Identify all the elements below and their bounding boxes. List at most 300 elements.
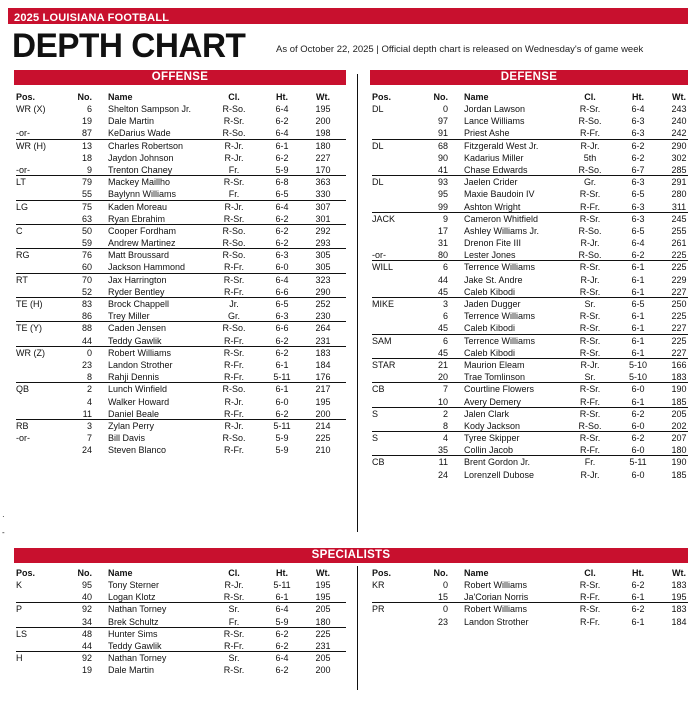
cell-pos: MIKE <box>372 299 395 309</box>
cell-pos: DL <box>372 177 384 188</box>
cell-wt: 307 <box>315 201 331 212</box>
cell-wt: 292 <box>315 225 331 236</box>
cell-wt: 363 <box>315 177 331 188</box>
cell-ht: 6-1 <box>631 335 645 346</box>
cell-cl: R-Jr. <box>224 152 244 163</box>
cell-no: 11 <box>82 408 92 419</box>
offense-row <box>16 444 346 456</box>
cell-wt: 205 <box>315 653 331 664</box>
cell-pos: DL <box>372 104 384 114</box>
cell-no: 79 <box>81 177 92 188</box>
defense-row <box>372 261 688 273</box>
header-cl: Cl. <box>584 568 596 578</box>
specialists-right-row <box>372 579 688 591</box>
cell-cl: R-Sr. <box>223 116 245 127</box>
cell-no: 44 <box>81 640 92 651</box>
cell-wt: 225 <box>671 335 687 346</box>
offense-row <box>16 432 346 444</box>
header-no: No. <box>77 92 92 102</box>
offense-row <box>16 261 346 273</box>
cell-ht: 6-4 <box>275 604 289 615</box>
cell-cl: R-Jr. <box>580 469 600 480</box>
header-name: Name <box>108 568 133 578</box>
cell-ht: 6-2 <box>631 250 645 261</box>
cell-cl: R-So. <box>222 384 246 395</box>
cell-wt: 252 <box>315 299 331 309</box>
header-no: No. <box>433 568 448 578</box>
cell-pos: LS <box>16 628 28 639</box>
offense-row <box>16 359 346 371</box>
defense-row <box>372 164 688 176</box>
cell-wt: 243 <box>671 104 687 114</box>
cell-name: Brock Chappell <box>108 299 170 309</box>
cell-name: Maurion Eleam <box>464 359 525 370</box>
cell-pos: CB <box>372 457 385 468</box>
cell-pos: H <box>16 653 23 664</box>
cell-ht: 6-1 <box>631 592 645 603</box>
cell-no: 8 <box>86 372 92 383</box>
cell-ht: 6-2 <box>275 225 289 236</box>
cell-ht: 5-10 <box>628 372 647 383</box>
cell-wt: 225 <box>315 433 331 444</box>
cell-name: Mackey Maillho <box>108 177 171 188</box>
cell-cl: Sr. <box>228 604 240 615</box>
cell-no: 2 <box>442 408 448 419</box>
specialists-left-row <box>16 579 346 591</box>
cell-ht: 6-2 <box>275 213 289 224</box>
cell-no: 4 <box>442 433 448 444</box>
cell-cl: R-So. <box>578 420 602 431</box>
defense-row <box>372 237 688 249</box>
cell-cl: R-So. <box>578 116 602 127</box>
cell-ht: 6-3 <box>275 311 289 322</box>
cell-name: Maxie Baudoin IV <box>464 189 535 200</box>
cell-cl: Fr. <box>228 189 240 200</box>
offense-row <box>16 127 346 139</box>
cell-cl: R-Fr. <box>224 335 244 346</box>
cell-name: Ashley Williams Jr. <box>464 225 540 236</box>
cell-cl: R-Sr. <box>579 347 601 358</box>
cell-cl: 5th <box>583 152 597 163</box>
cell-name: Jackson Hammond <box>108 262 186 273</box>
cell-ht: 6-1 <box>631 274 645 285</box>
cell-ht: 6-2 <box>275 665 289 676</box>
cell-ht: 6-0 <box>275 396 289 407</box>
offense-row <box>16 298 346 310</box>
cell-no: 95 <box>437 189 448 200</box>
specialists-right-column-headers <box>372 566 688 579</box>
cell-wt: 245 <box>671 213 687 224</box>
specialists-left-row <box>16 664 346 676</box>
cell-ht: 6-2 <box>631 433 645 444</box>
defense-row <box>372 152 688 164</box>
cell-wt: 200 <box>315 116 331 127</box>
cell-cl: R-Jr. <box>224 580 244 590</box>
cell-ht: 6-5 <box>631 299 645 309</box>
defense-row <box>372 359 688 371</box>
cell-ht: 6-1 <box>631 323 645 334</box>
cell-name: Caleb Kibodi <box>464 286 516 297</box>
cell-wt: 231 <box>315 640 331 651</box>
cell-wt: 185 <box>671 469 687 480</box>
cell-name: Trey Miller <box>108 311 150 322</box>
cell-ht: 6-2 <box>275 347 289 358</box>
header-name: Name <box>464 92 489 102</box>
cell-name: Teddy Gawlik <box>108 335 162 346</box>
cell-no: 59 <box>81 238 92 249</box>
cell-wt: 229 <box>671 274 687 285</box>
cell-name: Steven Blanco <box>108 445 167 456</box>
cell-no: 6 <box>442 262 448 273</box>
cell-no: 48 <box>81 628 92 639</box>
cell-no: 35 <box>437 445 448 456</box>
cell-no: 87 <box>81 128 92 139</box>
cell-ht: 6-4 <box>275 274 289 285</box>
cell-wt: 301 <box>315 213 331 224</box>
specialists-left-row <box>16 591 346 603</box>
cell-cl: R-So. <box>222 128 246 139</box>
offense-header: OFFENSE <box>14 70 346 85</box>
cell-wt: 250 <box>671 299 687 309</box>
cell-no: 99 <box>437 201 448 212</box>
cell-no: 0 <box>442 604 448 615</box>
cell-cl: R-Sr. <box>579 311 601 322</box>
cell-wt: 227 <box>315 152 331 163</box>
cell-name: Kaden Moreau <box>108 201 168 212</box>
margin-mark: · <box>2 512 5 521</box>
cell-ht: 6-1 <box>631 396 645 407</box>
defense-row <box>372 249 688 261</box>
cell-cl: R-Sr. <box>223 213 245 224</box>
column-divider <box>357 74 358 532</box>
cell-wt: 285 <box>671 164 687 175</box>
cell-pos: -or- <box>16 164 30 175</box>
cell-pos: WILL <box>372 262 394 273</box>
cell-no: 86 <box>81 311 92 322</box>
cell-no: 7 <box>442 384 448 395</box>
cell-name: Lester Jones <box>464 250 516 261</box>
cell-wt: 255 <box>671 225 687 236</box>
cell-pos: WR (Z) <box>16 347 45 358</box>
cell-no: 88 <box>81 323 92 334</box>
defense-row <box>372 274 688 286</box>
cell-name: Cooper Fordham <box>108 225 177 236</box>
defense-row <box>372 396 688 408</box>
cell-wt: 207 <box>671 433 687 444</box>
cell-wt: 225 <box>671 250 687 261</box>
cell-cl: R-Sr. <box>579 189 601 200</box>
cell-no: 75 <box>81 201 92 212</box>
cell-no: 9 <box>442 213 448 224</box>
cell-no: 45 <box>437 347 448 358</box>
cell-name: Trenton Chaney <box>108 164 173 175</box>
cell-wt: 311 <box>671 201 687 212</box>
cell-ht: 5-11 <box>273 420 291 431</box>
cell-cl: R-Jr. <box>580 140 600 151</box>
offense-row <box>16 335 346 347</box>
offense-row <box>16 286 346 298</box>
defense-row <box>372 103 688 115</box>
cell-cl: R-So. <box>578 225 602 236</box>
cell-no: 0 <box>442 104 448 114</box>
cell-cl: R-Sr. <box>223 665 245 676</box>
defense-row <box>372 298 688 310</box>
cell-no: 0 <box>442 580 448 590</box>
cell-name: Courtline Flowers <box>464 384 535 395</box>
cell-cl: R-Sr. <box>579 433 601 444</box>
cell-cl: R-Sr. <box>223 592 245 603</box>
cell-wt: 217 <box>315 384 331 395</box>
cell-no: 2 <box>86 384 92 395</box>
cell-wt: 305 <box>315 262 331 273</box>
cell-cl: R-Sr. <box>579 213 601 224</box>
cell-ht: 6-2 <box>275 238 289 249</box>
cell-name: Robert Williams <box>108 347 172 358</box>
defense-row <box>372 322 688 334</box>
cell-no: 97 <box>437 116 448 127</box>
cell-cl: R-Jr. <box>580 238 600 249</box>
offense-row <box>16 213 346 225</box>
defense-row <box>372 140 688 152</box>
cell-no: 24 <box>81 445 92 456</box>
cell-pos: DL <box>372 140 384 151</box>
cell-cl: R-So. <box>222 323 246 334</box>
cell-wt: 202 <box>671 420 687 431</box>
cell-ht: 6-1 <box>275 384 289 395</box>
cell-no: 70 <box>81 274 92 285</box>
cell-wt: 176 <box>315 372 331 383</box>
cell-ht: 6-1 <box>631 262 645 273</box>
cell-no: 83 <box>81 299 92 309</box>
cell-ht: 6-5 <box>275 299 289 309</box>
cell-wt: 225 <box>671 311 687 322</box>
cell-cl: R-Jr. <box>580 359 600 370</box>
cell-no: 55 <box>81 189 92 200</box>
cell-no: 44 <box>81 335 92 346</box>
cell-name: Avery Demery <box>464 396 521 407</box>
cell-no: 4 <box>86 396 92 407</box>
cell-ht: 6-1 <box>275 592 289 603</box>
cell-ht: 5-11 <box>273 372 291 383</box>
cell-cl: R-Sr. <box>223 177 245 188</box>
defense-row <box>372 310 688 322</box>
offense-row <box>16 347 346 359</box>
cell-ht: 6-5 <box>631 189 645 200</box>
cell-cl: R-Fr. <box>224 445 244 456</box>
cell-wt: 227 <box>671 347 687 358</box>
cell-pos: K <box>16 580 23 590</box>
cell-ht: 6-0 <box>631 420 645 431</box>
cell-pos: SAM <box>372 335 392 346</box>
cell-wt: 200 <box>315 408 331 419</box>
header-pos: Pos. <box>372 568 392 578</box>
offense-row <box>16 115 346 127</box>
cell-pos: RG <box>16 250 30 261</box>
cell-cl: Sr. <box>584 299 596 309</box>
cell-name: Tony Sterner <box>108 580 160 590</box>
cell-pos: -or- <box>16 433 30 444</box>
cell-ht: 6-4 <box>275 104 289 114</box>
cell-no: 60 <box>81 262 92 273</box>
header-wt: Wt. <box>316 568 330 578</box>
cell-no: 92 <box>81 604 92 615</box>
cell-wt: 305 <box>315 250 331 261</box>
cell-no: 6 <box>86 104 92 114</box>
cell-no: 23 <box>81 359 92 370</box>
cell-ht: 6-0 <box>631 384 645 395</box>
cell-wt: 240 <box>671 116 687 127</box>
cell-no: 19 <box>81 665 92 676</box>
header-wt: Wt. <box>672 568 686 578</box>
cell-cl: Fr. <box>228 616 240 627</box>
cell-wt: 170 <box>315 164 331 175</box>
specialists-left-row <box>16 652 346 664</box>
cell-name: Collin Jacob <box>464 445 514 456</box>
cell-cl: R-Fr. <box>580 616 600 627</box>
cell-wt: 180 <box>315 616 331 627</box>
cell-cl: R-So. <box>578 250 602 261</box>
cell-wt: 205 <box>315 604 331 615</box>
cell-name: Ryan Ebrahim <box>108 213 166 224</box>
cell-name: Dale Martin <box>108 116 155 127</box>
cell-no: 9 <box>86 164 92 175</box>
cell-ht: 6-5 <box>631 225 645 236</box>
cell-wt: 183 <box>315 347 331 358</box>
cell-ht: 6-2 <box>275 116 289 127</box>
cell-cl: R-Sr. <box>579 408 601 419</box>
defense-row <box>372 176 688 188</box>
offense-column-headers <box>16 90 346 103</box>
header-cl: Cl. <box>228 568 240 578</box>
top-banner <box>8 8 688 24</box>
offense-row <box>16 225 346 237</box>
defense-row <box>372 201 688 213</box>
header-name: Name <box>464 568 489 578</box>
cell-wt: 242 <box>671 128 687 139</box>
margin-mark: - <box>2 528 5 537</box>
header-ht: Ht. <box>632 92 644 102</box>
cell-wt: 190 <box>671 384 687 395</box>
cell-wt: 205 <box>671 408 687 419</box>
cell-wt: 180 <box>671 445 687 456</box>
offense-row <box>16 396 346 408</box>
cell-name: Lunch Winfield <box>108 384 168 395</box>
header-cl: Cl. <box>584 92 596 102</box>
cell-pos: LG <box>16 201 29 212</box>
cell-ht: 6-1 <box>631 286 645 297</box>
cell-no: 7 <box>86 433 92 444</box>
defense-row <box>372 420 688 432</box>
cell-cl: Gr. <box>227 311 240 322</box>
cell-pos: RB <box>16 420 29 431</box>
header-ht: Ht. <box>276 568 288 578</box>
cell-ht: 6-7 <box>631 164 645 175</box>
cell-pos: S <box>372 433 379 444</box>
cell-wt: 280 <box>671 189 687 200</box>
cell-wt: 231 <box>315 335 331 346</box>
cell-name: Matt Broussard <box>108 250 170 261</box>
defense-row <box>372 335 688 347</box>
cell-name: Fitzgerald West Jr. <box>464 140 539 151</box>
cell-no: 92 <box>81 653 92 664</box>
specialists-left-column-headers <box>16 566 346 579</box>
cell-wt: 195 <box>315 396 331 407</box>
cell-name: Logan Klotz <box>108 592 156 603</box>
cell-cl: R-Fr. <box>224 372 244 383</box>
header-name: Name <box>108 92 133 102</box>
cell-no: 3 <box>442 299 448 309</box>
cell-cl: R-Sr. <box>579 323 601 334</box>
cell-wt: 195 <box>315 104 331 114</box>
cell-cl: Sr. <box>228 653 240 664</box>
cell-name: Hunter Sims <box>108 628 158 639</box>
cell-name: Landon Strother <box>464 616 529 627</box>
cell-pos: LT <box>16 177 26 188</box>
cell-cl: Fr. <box>584 457 596 468</box>
cell-no: 44 <box>437 274 448 285</box>
cell-pos: C <box>16 225 23 236</box>
header-pos: Pos. <box>16 92 36 102</box>
cell-wt: 198 <box>315 128 331 139</box>
cell-wt: 210 <box>315 445 331 456</box>
cell-cl: R-Jr. <box>224 420 244 431</box>
cell-name: Brek Schultz <box>108 616 159 627</box>
cell-no: 40 <box>81 592 92 603</box>
cell-name: Lance Williams <box>464 116 525 127</box>
cell-pos: KR <box>372 580 385 590</box>
cell-cl: R-Sr. <box>579 286 601 297</box>
cell-ht: 6-5 <box>275 189 289 200</box>
page-subtitle: As of October 22, 2025 | Official depth chart is released on Wednesday's of game week <box>276 44 644 55</box>
cell-ht: 6-3 <box>631 177 645 188</box>
cell-name: Jaden Dugger <box>464 299 521 309</box>
cell-name: Andrew Martinez <box>108 238 176 249</box>
cell-cl: R-So. <box>578 164 602 175</box>
cell-no: 8 <box>442 420 448 431</box>
cell-name: Teddy Gawlik <box>108 640 162 651</box>
cell-no: 18 <box>81 152 92 163</box>
cell-name: Ryder Bentley <box>108 286 165 297</box>
offense-row <box>16 322 346 334</box>
cell-wt: 183 <box>671 604 687 615</box>
defense-row <box>372 408 688 420</box>
cell-pos: RT <box>16 274 28 285</box>
cell-wt: 302 <box>671 152 687 163</box>
cell-no: 19 <box>81 116 92 127</box>
offense-row <box>16 176 346 188</box>
cell-ht: 6-1 <box>275 140 289 151</box>
offense-row <box>16 408 346 420</box>
offense-row <box>16 188 346 200</box>
cell-name: Ashton Wright <box>464 201 521 212</box>
cell-name: Caleb Kibodi <box>464 323 516 334</box>
cell-no: 68 <box>437 140 448 151</box>
header-wt: Wt. <box>672 92 686 102</box>
cell-cl: R-Sr. <box>223 628 245 639</box>
header-pos: Pos. <box>16 568 36 578</box>
defense-row <box>372 469 688 481</box>
defense-row <box>372 213 688 225</box>
cell-wt: 195 <box>315 580 331 590</box>
cell-wt: 195 <box>315 592 331 603</box>
cell-wt: 180 <box>315 140 331 151</box>
cell-wt: 227 <box>671 286 687 297</box>
cell-ht: 5-9 <box>275 164 289 175</box>
cell-cl: R-Fr. <box>224 640 244 651</box>
cell-no: 6 <box>442 335 448 346</box>
cell-name: Jax Harrington <box>108 274 167 285</box>
cell-wt: 184 <box>315 359 331 370</box>
